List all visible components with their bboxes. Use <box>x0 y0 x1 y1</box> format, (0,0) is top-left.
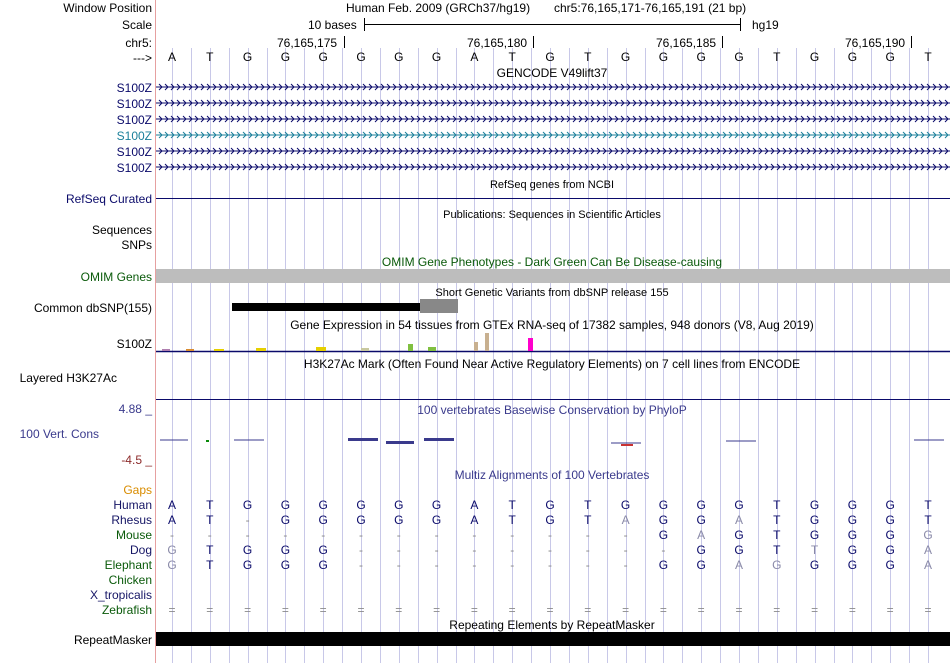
h3k27ac-title: H3K27Ac Mark (Often Found Near Active Regulatory Elements) on 7 cell lines from ENCODE <box>303 357 801 371</box>
base-letter: G <box>280 50 291 64</box>
species-dog-label[interactable]: Dog <box>129 543 152 557</box>
refseq-gene-line[interactable] <box>156 198 950 199</box>
alignment-base: T <box>206 558 214 572</box>
alignment-base: = <box>508 603 516 617</box>
alignment-base: T <box>773 543 781 557</box>
alignment-base: G <box>318 558 328 572</box>
base-letter: T <box>206 50 214 64</box>
alignment-base: - <box>548 558 552 572</box>
alignment-base: - <box>548 543 552 557</box>
alignment-base: - <box>623 528 628 542</box>
alignment-base: A <box>470 513 479 527</box>
chr-label: chr5: <box>125 36 152 50</box>
gene-label-5[interactable]: S100Z <box>116 145 152 159</box>
alignment-base: T <box>508 498 516 512</box>
alignment-base: = <box>697 603 705 617</box>
base-letter: T <box>924 50 932 64</box>
alignment-base: G <box>696 513 706 527</box>
alignment-base: = <box>546 603 554 617</box>
alignment-base: = <box>848 603 856 617</box>
alignment-base: A <box>470 498 479 512</box>
base-letter: G <box>696 50 706 64</box>
phylop-graph[interactable] <box>156 432 950 448</box>
alignment-base: G <box>885 558 895 572</box>
alignment-base: G <box>809 528 820 542</box>
repeatmasker-title: Repeating Elements by RepeatMasker <box>449 618 655 632</box>
alignment-base: = <box>470 603 478 617</box>
scale-bar-left-tick <box>364 18 365 31</box>
alignment-base: - <box>472 543 477 557</box>
alignment-base: G <box>356 513 366 527</box>
alignment-base: - <box>510 543 515 557</box>
scale-bar-text: 10 bases <box>308 18 357 32</box>
gene-label-1[interactable]: S100Z <box>116 81 152 95</box>
alignment-base: G <box>318 543 328 557</box>
alignment-base: G <box>734 543 744 557</box>
scale-bar-right-tick <box>740 18 741 31</box>
multiz-title: Multiz Alignments of 100 Vertebrates <box>454 468 650 482</box>
alignment-base: = <box>924 603 932 617</box>
alignment-base: T <box>206 498 214 512</box>
alignment-base: G <box>394 513 404 527</box>
alignment-base: G <box>658 498 669 512</box>
alignment-base: - <box>585 528 590 542</box>
alignment-base: - <box>245 528 250 542</box>
alignment-base: - <box>396 528 401 542</box>
alignment-base: = <box>886 603 894 617</box>
base-letter: G <box>545 50 555 64</box>
assembly-text: Human Feb. 2009 (GRCh37/hg19) <box>346 1 531 15</box>
alignment-base: - <box>245 513 250 527</box>
ruler-tick-2 <box>533 36 534 48</box>
alignment-base: G <box>242 558 253 572</box>
base-letter: G <box>394 50 404 64</box>
gene-label-2[interactable]: S100Z <box>116 97 152 111</box>
alignment-base: - <box>661 543 666 557</box>
sequences-label[interactable]: Sequences <box>91 223 152 237</box>
alignment-base: G <box>280 513 291 527</box>
alignment-base: = <box>357 603 365 617</box>
gene-track-2[interactable] <box>156 98 950 108</box>
alignment-base: G <box>545 513 555 527</box>
alignment-base: T <box>508 513 516 527</box>
ruler-tick-label-4: 76,165,190 <box>845 36 906 50</box>
alignment-base: G <box>545 498 555 512</box>
species-chicken-label[interactable]: Chicken <box>108 573 152 587</box>
ruler-tick-1 <box>344 36 345 48</box>
alignment-base: A <box>923 558 933 572</box>
alignment-base: T <box>773 528 781 542</box>
alignment-base: G <box>885 513 895 527</box>
ruler-tick-label-3: 76,165,185 <box>656 36 717 50</box>
alignment-base: T <box>584 513 592 527</box>
refseq-label[interactable]: RefSeq Curated <box>65 192 152 206</box>
alignment-base: A <box>923 543 933 557</box>
alignment-base: G <box>734 498 744 512</box>
species-mouse-label[interactable]: Mouse <box>115 528 152 542</box>
alignment-base: - <box>359 558 363 572</box>
base-letter: A <box>470 50 479 64</box>
alignment-base: = <box>433 603 441 617</box>
base-letter: G <box>734 50 744 64</box>
base-letter: T <box>508 50 516 64</box>
alignment-base: G <box>885 528 895 542</box>
alignment-base: G <box>356 498 366 512</box>
alignment-base: T <box>924 513 932 527</box>
alignment-base: G <box>923 528 933 542</box>
alignment-base: - <box>510 528 515 542</box>
gtex-label[interactable]: S100Z <box>116 337 152 351</box>
phylop-title: 100 vertebrates Basewise Conservation by PhyloP <box>417 403 687 417</box>
alignment-base: - <box>623 558 628 572</box>
gene-track-5[interactable] <box>156 146 950 156</box>
alignment-base: G <box>242 498 253 512</box>
alignment-base: G <box>658 558 669 572</box>
dbsnp-title: Short Genetic Variants from dbSNP release 155 <box>435 287 669 299</box>
alignment-base: - <box>321 528 326 542</box>
alignment-base: T <box>773 513 781 527</box>
gene-track-6[interactable] <box>156 162 950 172</box>
alignment-base: - <box>396 558 401 572</box>
alignment-base: - <box>396 543 401 557</box>
alignment-base: A <box>734 558 744 572</box>
gene-label-3[interactable]: S100Z <box>116 113 152 127</box>
alignment-base: = <box>206 603 214 617</box>
ruler-tick-label-2: 76,165,180 <box>467 36 528 50</box>
alignment-base: = <box>244 603 252 617</box>
alignment-base: G <box>318 513 328 527</box>
publications-title: Publications: Sequences in Scientific Articles <box>443 209 661 221</box>
alignment-base: = <box>735 603 743 617</box>
alignment-base: A <box>734 513 744 527</box>
alignment-base: - <box>585 543 590 557</box>
species-rhesus-label[interactable]: Rhesus <box>111 513 152 527</box>
base-letter: G <box>809 50 820 64</box>
omim-title: OMIM Gene Phenotypes - Dark Green Can Be Disease-causing <box>381 255 723 269</box>
strand-arrow-label: ---> <box>133 51 152 65</box>
alignment-base: G <box>847 528 858 542</box>
alignment-base: G <box>885 543 895 557</box>
alignment-base: G <box>809 558 820 572</box>
gene-track-4[interactable] <box>156 130 950 140</box>
alignment-base: G <box>847 543 858 557</box>
base-letter: G <box>431 50 442 64</box>
ruler-tick-3 <box>722 36 723 48</box>
gene-track-1[interactable] <box>156 82 950 92</box>
alignment-base: T <box>206 513 214 527</box>
alignment-base: G <box>885 498 895 512</box>
alignment-base: A <box>167 513 177 527</box>
alignment-base: G <box>280 498 291 512</box>
base-letter: T <box>584 50 592 64</box>
alignment-base: T <box>924 498 932 512</box>
alignment-base: - <box>359 543 363 557</box>
gtex-title: Gene Expression in 54 tissues from GTEx RNA-seq of 17382 samples, 948 donors (V8, Aug 2019) <box>290 318 814 332</box>
base-letter: G <box>318 50 328 64</box>
alignment-base: = <box>773 603 781 617</box>
cons-label[interactable]: 100 Vert. Cons <box>19 427 99 441</box>
ruler-tick-4 <box>911 36 912 48</box>
alignment-base: - <box>510 558 515 572</box>
alignment-base: - <box>434 543 439 557</box>
ruler-tick-label-1: 76,165,175 <box>277 36 338 50</box>
scale-db-text: hg19 <box>752 18 779 32</box>
alignment-base: - <box>472 558 477 572</box>
alignment-base: G <box>696 543 706 557</box>
alignment-base: G <box>847 498 858 512</box>
gtex-graph[interactable] <box>156 330 950 354</box>
alignment-base: T <box>773 498 781 512</box>
alignment-base: = <box>659 603 667 617</box>
alignment-base: - <box>623 543 628 557</box>
scale-label: Scale <box>121 18 152 32</box>
alignment-base: = <box>622 603 630 617</box>
h3k27ac-baseline <box>156 399 950 400</box>
alignment-base: - <box>170 528 174 542</box>
alignment-base: = <box>584 603 592 617</box>
base-letter: G <box>356 50 366 64</box>
alignment-base: - <box>283 528 288 542</box>
alignment-base: T <box>810 543 819 557</box>
base-letter: G <box>658 50 669 64</box>
snps-label[interactable]: SNPs <box>121 238 152 252</box>
base-letter: G <box>885 50 895 64</box>
gene-track-3[interactable] <box>156 114 950 124</box>
gene-label-6[interactable]: S100Z <box>116 161 152 175</box>
gaps-label[interactable]: Gaps <box>123 483 152 497</box>
base-letter: A <box>167 50 177 64</box>
dbsnp-label[interactable]: Common dbSNP(155) <box>33 301 152 315</box>
alignment-base: = <box>168 603 176 617</box>
omim-label[interactable]: OMIM Genes <box>80 270 152 284</box>
refseq-title: RefSeq genes from NCBI <box>489 179 615 191</box>
gene-label-4[interactable]: S100Z <box>116 129 152 143</box>
alignment-base: - <box>548 528 552 542</box>
alignment-base: G <box>394 498 404 512</box>
alignment-base: G <box>658 528 669 542</box>
alignment-base: G <box>431 513 442 527</box>
base-letter: G <box>847 50 858 64</box>
alignment-base: G <box>318 498 328 512</box>
alignment-base: G <box>809 513 820 527</box>
alignment-base: A <box>697 528 706 542</box>
repeatmasker-bar[interactable] <box>156 632 950 646</box>
alignment-base: A <box>167 498 177 512</box>
alignment-base: = <box>319 603 327 617</box>
alignment-base: = <box>281 603 289 617</box>
dbsnp-variant-highlight[interactable] <box>420 299 458 313</box>
cons-min-label: -4.5 _ <box>121 453 152 467</box>
cons-max-label: 4.88 _ <box>118 402 152 416</box>
alignment-base: T <box>206 543 214 557</box>
base-letter: T <box>773 50 781 64</box>
alignment-base: = <box>811 603 819 617</box>
h3k27ac-label[interactable]: Layered H3K27Ac <box>19 371 117 385</box>
alignment-base: G <box>696 498 706 512</box>
alignment-base: G <box>167 558 177 572</box>
species-elephant-label[interactable]: Elephant <box>104 558 152 572</box>
alignment-base: - <box>585 558 590 572</box>
position-text: chr5:76,165,171-76,165,191 (21 bp) <box>554 1 747 15</box>
alignment-base: G <box>620 498 631 512</box>
alignment-base: G <box>809 498 820 512</box>
alignment-base: A <box>621 513 630 527</box>
alignment-base: G <box>772 558 782 572</box>
species-zebrafish-label[interactable]: Zebrafish <box>101 603 152 617</box>
alignment-base: G <box>658 513 669 527</box>
scale-bar <box>364 24 740 25</box>
alignment-base: - <box>472 528 477 542</box>
alignment-base: - <box>207 528 212 542</box>
alignment-base: G <box>847 558 858 572</box>
base-letter: G <box>242 50 253 64</box>
window-position-label: Window Position <box>63 1 152 15</box>
alignment-base: G <box>167 543 177 557</box>
repeatmasker-label[interactable]: RepeatMasker <box>73 633 152 647</box>
alignment-base: = <box>395 603 403 617</box>
alignment-base: G <box>280 543 291 557</box>
base-letter: G <box>620 50 631 64</box>
alignment-base: G <box>734 528 744 542</box>
alignment-base: G <box>242 543 253 557</box>
alignment-base: - <box>434 528 439 542</box>
species-human-label[interactable]: Human <box>113 498 152 512</box>
alignment-base: G <box>431 498 442 512</box>
alignment-base: - <box>359 528 363 542</box>
gencode-title: GENCODE V49lift37 <box>496 66 608 80</box>
alignment-base: G <box>696 558 706 572</box>
alignment-base: G <box>847 513 858 527</box>
alignment-base: T <box>584 498 592 512</box>
alignment-base: G <box>280 558 291 572</box>
omim-bar[interactable] <box>156 269 950 283</box>
alignment-base: - <box>434 558 439 572</box>
species-xtropicalis-label[interactable]: X_tropicalis <box>89 588 152 602</box>
